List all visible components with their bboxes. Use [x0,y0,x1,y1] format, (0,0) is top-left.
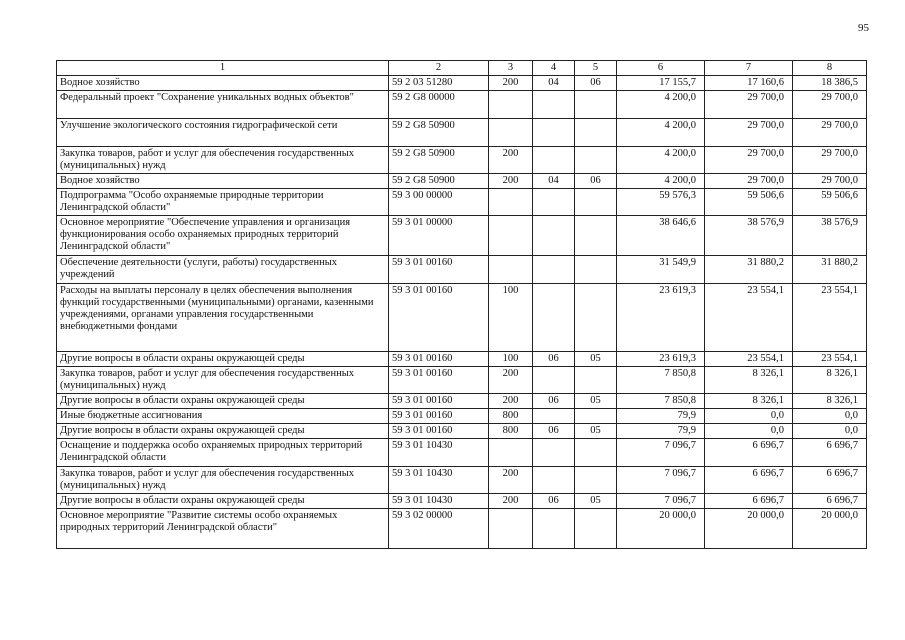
table-row [57,424,867,439]
row-value-2025-cell: 18 386,5 [793,76,867,91]
row-vr-cell: 200 [489,76,533,91]
row-pr-cell: 05 [575,394,617,409]
row-pr-cell [575,367,617,394]
row-pr-cell: 05 [575,494,617,509]
table-row [57,147,867,174]
header-cell: 4 [533,61,575,76]
row-value-2023-cell: 4 200,0 [617,119,705,147]
row-name-cell: Другие вопросы в области охраны окружающей среды [57,494,389,509]
row-name-cell: Закупка товаров, работ и услуг для обеспечения государственных (муниципальных) нужд [57,367,389,394]
row-vr-cell: 200 [489,174,533,189]
table-row [57,189,867,216]
row-value-2023-cell: 79,9 [617,424,705,439]
row-name-cell: Оснащение и поддержка особо охраняемых природных территорий Ленинградской области [57,439,389,467]
table-row [57,494,867,509]
row-value-2025-cell: 8 326,1 [793,367,867,394]
row-value-2023-cell: 17 155,7 [617,76,705,91]
row-rz-cell [533,509,575,549]
table-row [57,174,867,189]
row-rz-cell: 06 [533,352,575,367]
row-pr-cell: 05 [575,352,617,367]
row-vr-cell: 200 [489,394,533,409]
row-vr-cell [489,91,533,119]
row-vr-cell: 200 [489,147,533,174]
row-value-2024-cell: 8 326,1 [705,367,793,394]
table-row [57,467,867,494]
row-rz-cell [533,439,575,467]
row-code-cell: 59 3 01 00160 [389,256,489,284]
header-cell: 1 [57,61,389,76]
row-pr-cell [575,216,617,256]
row-vr-cell [489,216,533,256]
row-value-2024-cell: 8 326,1 [705,394,793,409]
row-code-cell: 59 3 01 10430 [389,439,489,467]
budget-table [56,60,867,549]
row-name-cell: Подпрограмма "Особо охраняемые природные территории Ленинградской области" [57,189,389,216]
row-value-2023-cell: 59 576,3 [617,189,705,216]
row-code-cell: 59 3 01 00160 [389,367,489,394]
row-vr-cell: 800 [489,409,533,424]
row-value-2023-cell: 7 850,8 [617,367,705,394]
table-row [57,367,867,394]
row-rz-cell [533,467,575,494]
row-value-2025-cell: 59 506,6 [793,189,867,216]
row-value-2024-cell: 29 700,0 [705,119,793,147]
row-value-2025-cell: 29 700,0 [793,174,867,189]
row-value-2024-cell: 6 696,7 [705,494,793,509]
row-value-2025-cell: 6 696,7 [793,494,867,509]
row-rz-cell [533,91,575,119]
row-pr-cell: 05 [575,424,617,439]
row-code-cell: 59 3 01 00160 [389,284,489,352]
row-name-cell: Другие вопросы в области охраны окружающей среды [57,394,389,409]
row-value-2025-cell: 20 000,0 [793,509,867,549]
row-value-2024-cell: 29 700,0 [705,91,793,119]
row-value-2023-cell: 4 200,0 [617,91,705,119]
row-code-cell: 59 3 01 00160 [389,394,489,409]
row-name-cell: Расходы на выплаты персоналу в целях обеспечения выполнения функций государственными (муниципальными) органами, казенными учреждениями, органами управления государственными внебюджетными фондами [57,284,389,352]
row-value-2024-cell: 0,0 [705,424,793,439]
row-pr-cell [575,119,617,147]
row-rz-cell: 04 [533,76,575,91]
row-code-cell: 59 3 01 10430 [389,467,489,494]
table-row [57,91,867,119]
row-rz-cell [533,147,575,174]
table-row [57,352,867,367]
row-value-2023-cell: 79,9 [617,409,705,424]
table-row [57,409,867,424]
row-value-2024-cell: 17 160,6 [705,76,793,91]
row-value-2025-cell: 29 700,0 [793,147,867,174]
row-code-cell: 59 2 G8 50900 [389,174,489,189]
row-vr-cell: 100 [489,352,533,367]
row-vr-cell [489,439,533,467]
row-pr-cell: 06 [575,76,617,91]
row-value-2025-cell: 29 700,0 [793,119,867,147]
row-code-cell: 59 3 01 00160 [389,424,489,439]
row-value-2023-cell: 23 619,3 [617,352,705,367]
row-pr-cell [575,256,617,284]
row-pr-cell [575,467,617,494]
header-cell: 5 [575,61,617,76]
row-pr-cell: 06 [575,174,617,189]
row-value-2025-cell: 0,0 [793,409,867,424]
table-row [57,394,867,409]
row-pr-cell [575,189,617,216]
row-rz-cell [533,367,575,394]
row-rz-cell [533,189,575,216]
row-value-2025-cell: 23 554,1 [793,352,867,367]
row-code-cell: 59 2 03 51280 [389,76,489,91]
header-cell: 6 [617,61,705,76]
row-vr-cell [489,119,533,147]
row-rz-cell [533,256,575,284]
row-code-cell: 59 2 G8 50900 [389,119,489,147]
row-value-2023-cell: 4 200,0 [617,174,705,189]
row-pr-cell [575,509,617,549]
row-name-cell: Закупка товаров, работ и услуг для обеспечения государственных (муниципальных) нужд [57,147,389,174]
row-value-2024-cell: 38 576,9 [705,216,793,256]
row-value-2023-cell: 23 619,3 [617,284,705,352]
row-code-cell: 59 2 G8 00000 [389,91,489,119]
row-value-2023-cell: 7 850,8 [617,394,705,409]
row-name-cell: Водное хозяйство [57,174,389,189]
row-rz-cell: 06 [533,424,575,439]
row-value-2024-cell: 31 880,2 [705,256,793,284]
row-value-2024-cell: 0,0 [705,409,793,424]
row-name-cell: Основное мероприятие "Обеспечение управления и организация функционирования особо охраняемых природных территорий Ленинградской области" [57,216,389,256]
row-name-cell: Улучшение экологического состояния гидрографической сети [57,119,389,147]
row-name-cell: Обеспечение деятельности (услуги, работы) государственных учреждений [57,256,389,284]
row-vr-cell: 200 [489,467,533,494]
row-name-cell: Основное мероприятие "Развитие системы особо охраняемых природных территорий Ленинградской области" [57,509,389,549]
row-rz-cell [533,284,575,352]
page-number: 95 [858,22,869,34]
row-rz-cell: 06 [533,394,575,409]
header-cell: 8 [793,61,867,76]
row-value-2025-cell: 29 700,0 [793,91,867,119]
table-row [57,216,867,256]
row-code-cell: 59 3 02 00000 [389,509,489,549]
row-name-cell: Закупка товаров, работ и услуг для обеспечения государственных (муниципальных) нужд [57,467,389,494]
row-value-2023-cell: 7 096,7 [617,439,705,467]
row-name-cell: Другие вопросы в области охраны окружающей среды [57,352,389,367]
row-pr-cell [575,91,617,119]
row-value-2023-cell: 7 096,7 [617,467,705,494]
row-name-cell: Другие вопросы в области охраны окружающей среды [57,424,389,439]
table-row [57,256,867,284]
row-value-2025-cell: 38 576,9 [793,216,867,256]
row-vr-cell [489,189,533,216]
row-vr-cell [489,509,533,549]
row-value-2024-cell: 23 554,1 [705,284,793,352]
row-code-cell: 59 3 01 10430 [389,494,489,509]
row-value-2023-cell: 38 646,6 [617,216,705,256]
row-value-2024-cell: 29 700,0 [705,174,793,189]
row-value-2025-cell: 23 554,1 [793,284,867,352]
row-rz-cell: 04 [533,174,575,189]
table-row [57,76,867,91]
row-value-2025-cell: 6 696,7 [793,439,867,467]
row-pr-cell [575,147,617,174]
row-value-2023-cell: 31 549,9 [617,256,705,284]
row-pr-cell [575,284,617,352]
row-value-2023-cell: 4 200,0 [617,147,705,174]
table-row [57,509,867,549]
table-header-row [57,61,867,76]
row-value-2024-cell: 6 696,7 [705,439,793,467]
row-value-2025-cell: 31 880,2 [793,256,867,284]
row-rz-cell [533,119,575,147]
row-code-cell: 59 3 01 00160 [389,352,489,367]
row-vr-cell: 200 [489,494,533,509]
row-code-cell: 59 3 01 00160 [389,409,489,424]
row-value-2025-cell: 6 696,7 [793,467,867,494]
table-row [57,439,867,467]
row-pr-cell [575,409,617,424]
row-code-cell: 59 3 01 00000 [389,216,489,256]
row-vr-cell: 200 [489,367,533,394]
row-rz-cell [533,409,575,424]
row-vr-cell: 800 [489,424,533,439]
header-cell: 7 [705,61,793,76]
row-value-2024-cell: 23 554,1 [705,352,793,367]
row-vr-cell: 100 [489,284,533,352]
row-value-2023-cell: 20 000,0 [617,509,705,549]
row-vr-cell [489,256,533,284]
row-code-cell: 59 2 G8 50900 [389,147,489,174]
row-code-cell: 59 3 00 00000 [389,189,489,216]
row-value-2024-cell: 29 700,0 [705,147,793,174]
row-pr-cell [575,439,617,467]
row-name-cell: Водное хозяйство [57,76,389,91]
row-value-2024-cell: 59 506,6 [705,189,793,216]
row-value-2023-cell: 7 096,7 [617,494,705,509]
table-row [57,119,867,147]
row-value-2025-cell: 8 326,1 [793,394,867,409]
table-row [57,284,867,352]
row-rz-cell [533,216,575,256]
row-rz-cell: 06 [533,494,575,509]
header-cell: 3 [489,61,533,76]
row-name-cell: Федеральный проект "Сохранение уникальных водных объектов" [57,91,389,119]
row-value-2025-cell: 0,0 [793,424,867,439]
header-cell: 2 [389,61,489,76]
row-value-2024-cell: 20 000,0 [705,509,793,549]
row-value-2024-cell: 6 696,7 [705,467,793,494]
row-name-cell: Иные бюджетные ассигнования [57,409,389,424]
